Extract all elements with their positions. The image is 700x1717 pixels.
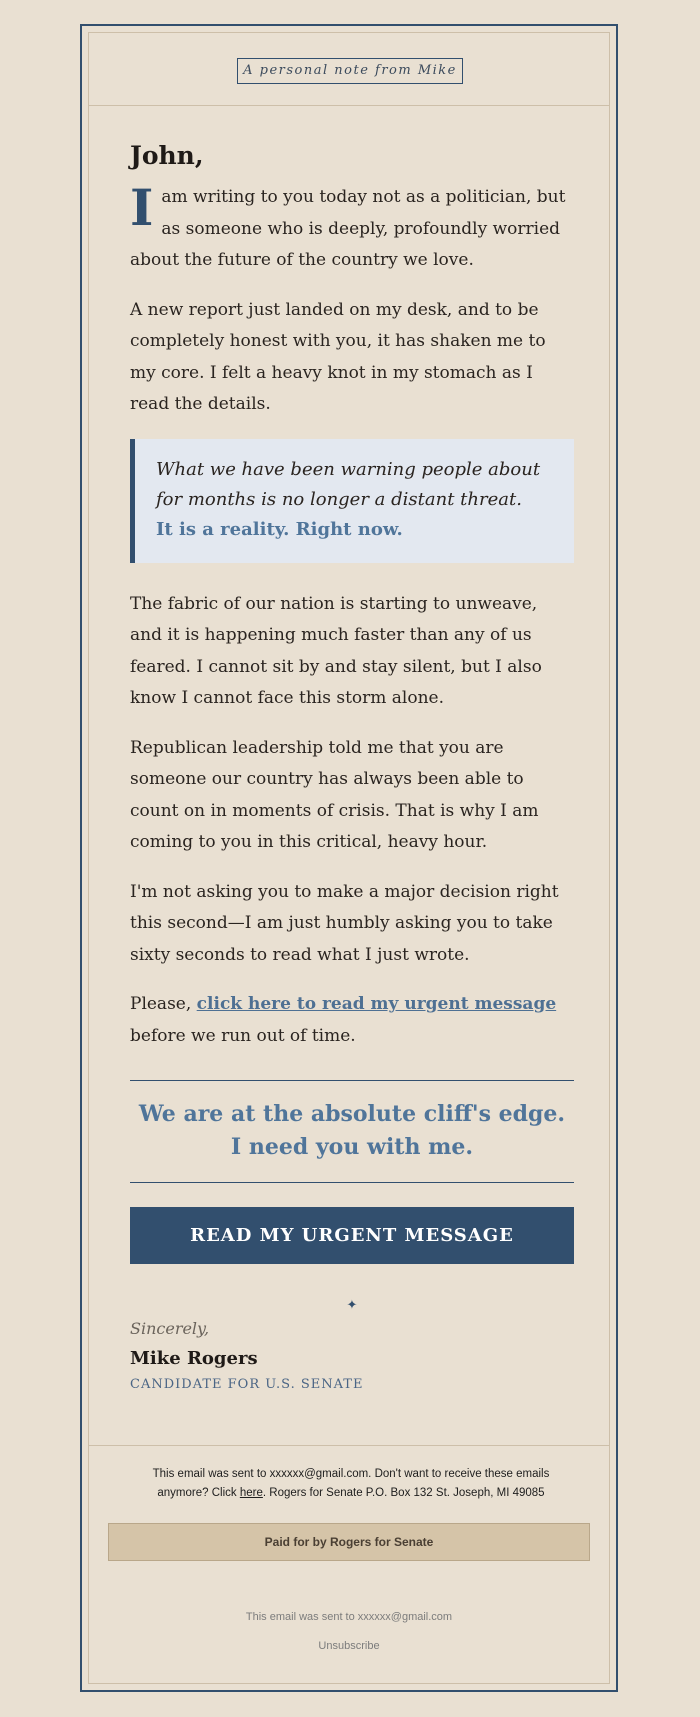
paragraph-link [130, 989, 574, 1052]
pull-quote [130, 439, 574, 563]
callout-line-2: I need you with me. [230, 1134, 474, 1160]
paragraph-link-tail: before we run out of time. [130, 1025, 356, 1046]
callout [130, 1081, 574, 1182]
urgent-message-link[interactable]: click here to read my urgent message [196, 994, 557, 1014]
paragraph-leadership: Republican leadership told me that you are someone our country has always been able to count on in moments of crisis. That is why I am coming to you in this critical, heavy hour. [130, 737, 539, 852]
letter-body [130, 141, 574, 1392]
greeting: John, [130, 141, 204, 170]
email-inner-border [88, 32, 610, 1684]
drop-cap: I [130, 178, 154, 237]
unsubscribe-link[interactable]: Unsubscribe [318, 1640, 380, 1652]
signer-title: CANDIDATE FOR U.S. SENATE [130, 1377, 364, 1392]
footer-divider [89, 1445, 609, 1446]
email-frame [80, 24, 618, 1692]
footer-notice-lead: This email was sent to xxxxxx@gmail.com. Don't want to receive these emails anymore? Click [152, 1468, 550, 1499]
divider-bottom [130, 1182, 574, 1183]
ornament-star-icon: ✦ [346, 1298, 358, 1313]
read-urgent-message-button[interactable]: READ MY URGENT MESSAGE [130, 1207, 574, 1264]
callout-line-1: We are at the absolute cliff's edge. [138, 1101, 566, 1127]
personal-note-label: A personal note from Mike [237, 58, 463, 84]
pull-quote-text: What we have been warning people about for months is no longer a distant threat. [156, 458, 541, 510]
footer-notice [129, 1465, 573, 1503]
paid-for-disclaimer: Paid for by Rogers for Senate [108, 1523, 590, 1561]
paragraph-ask: I'm not asking you to make a major decision right this second—I am just humbly asking you to take sixty seconds to read what I just wrote. [130, 881, 559, 965]
sent-to-notice: This email was sent to xxxxxx@gmail.com [245, 1611, 453, 1623]
footer-notice-address: . Rogers for Senate P.O. Box 132 St. Joseph, MI 49085 [262, 1487, 545, 1499]
email-header [89, 33, 609, 106]
paragraph-intro-text: am writing to you today not as a politician, but as someone who is deeply, profoundly worried about the future of the country we love. [130, 187, 566, 270]
paragraph-link-lead: Please, [130, 994, 197, 1014]
paragraph-report: A new report just landed on my desk, and to be completely honest with you, it has shaken me to my core. I felt a heavy knot in my stomach as I read the details. [130, 299, 546, 414]
unsubscribe-here-link[interactable]: here [239, 1487, 263, 1499]
pull-quote-emphasis: It is a reality. Right now. [156, 518, 403, 540]
paragraph-intro [130, 178, 574, 277]
closing: Sincerely, [130, 1319, 210, 1338]
signer-name: Mike Rogers [130, 1348, 258, 1369]
paragraph-fabric: The fabric of our nation is starting to unweave, and it is happening much faster than any of us feared. I cannot sit by and stay silent, but I also know I cannot face this storm alone. [130, 593, 542, 708]
